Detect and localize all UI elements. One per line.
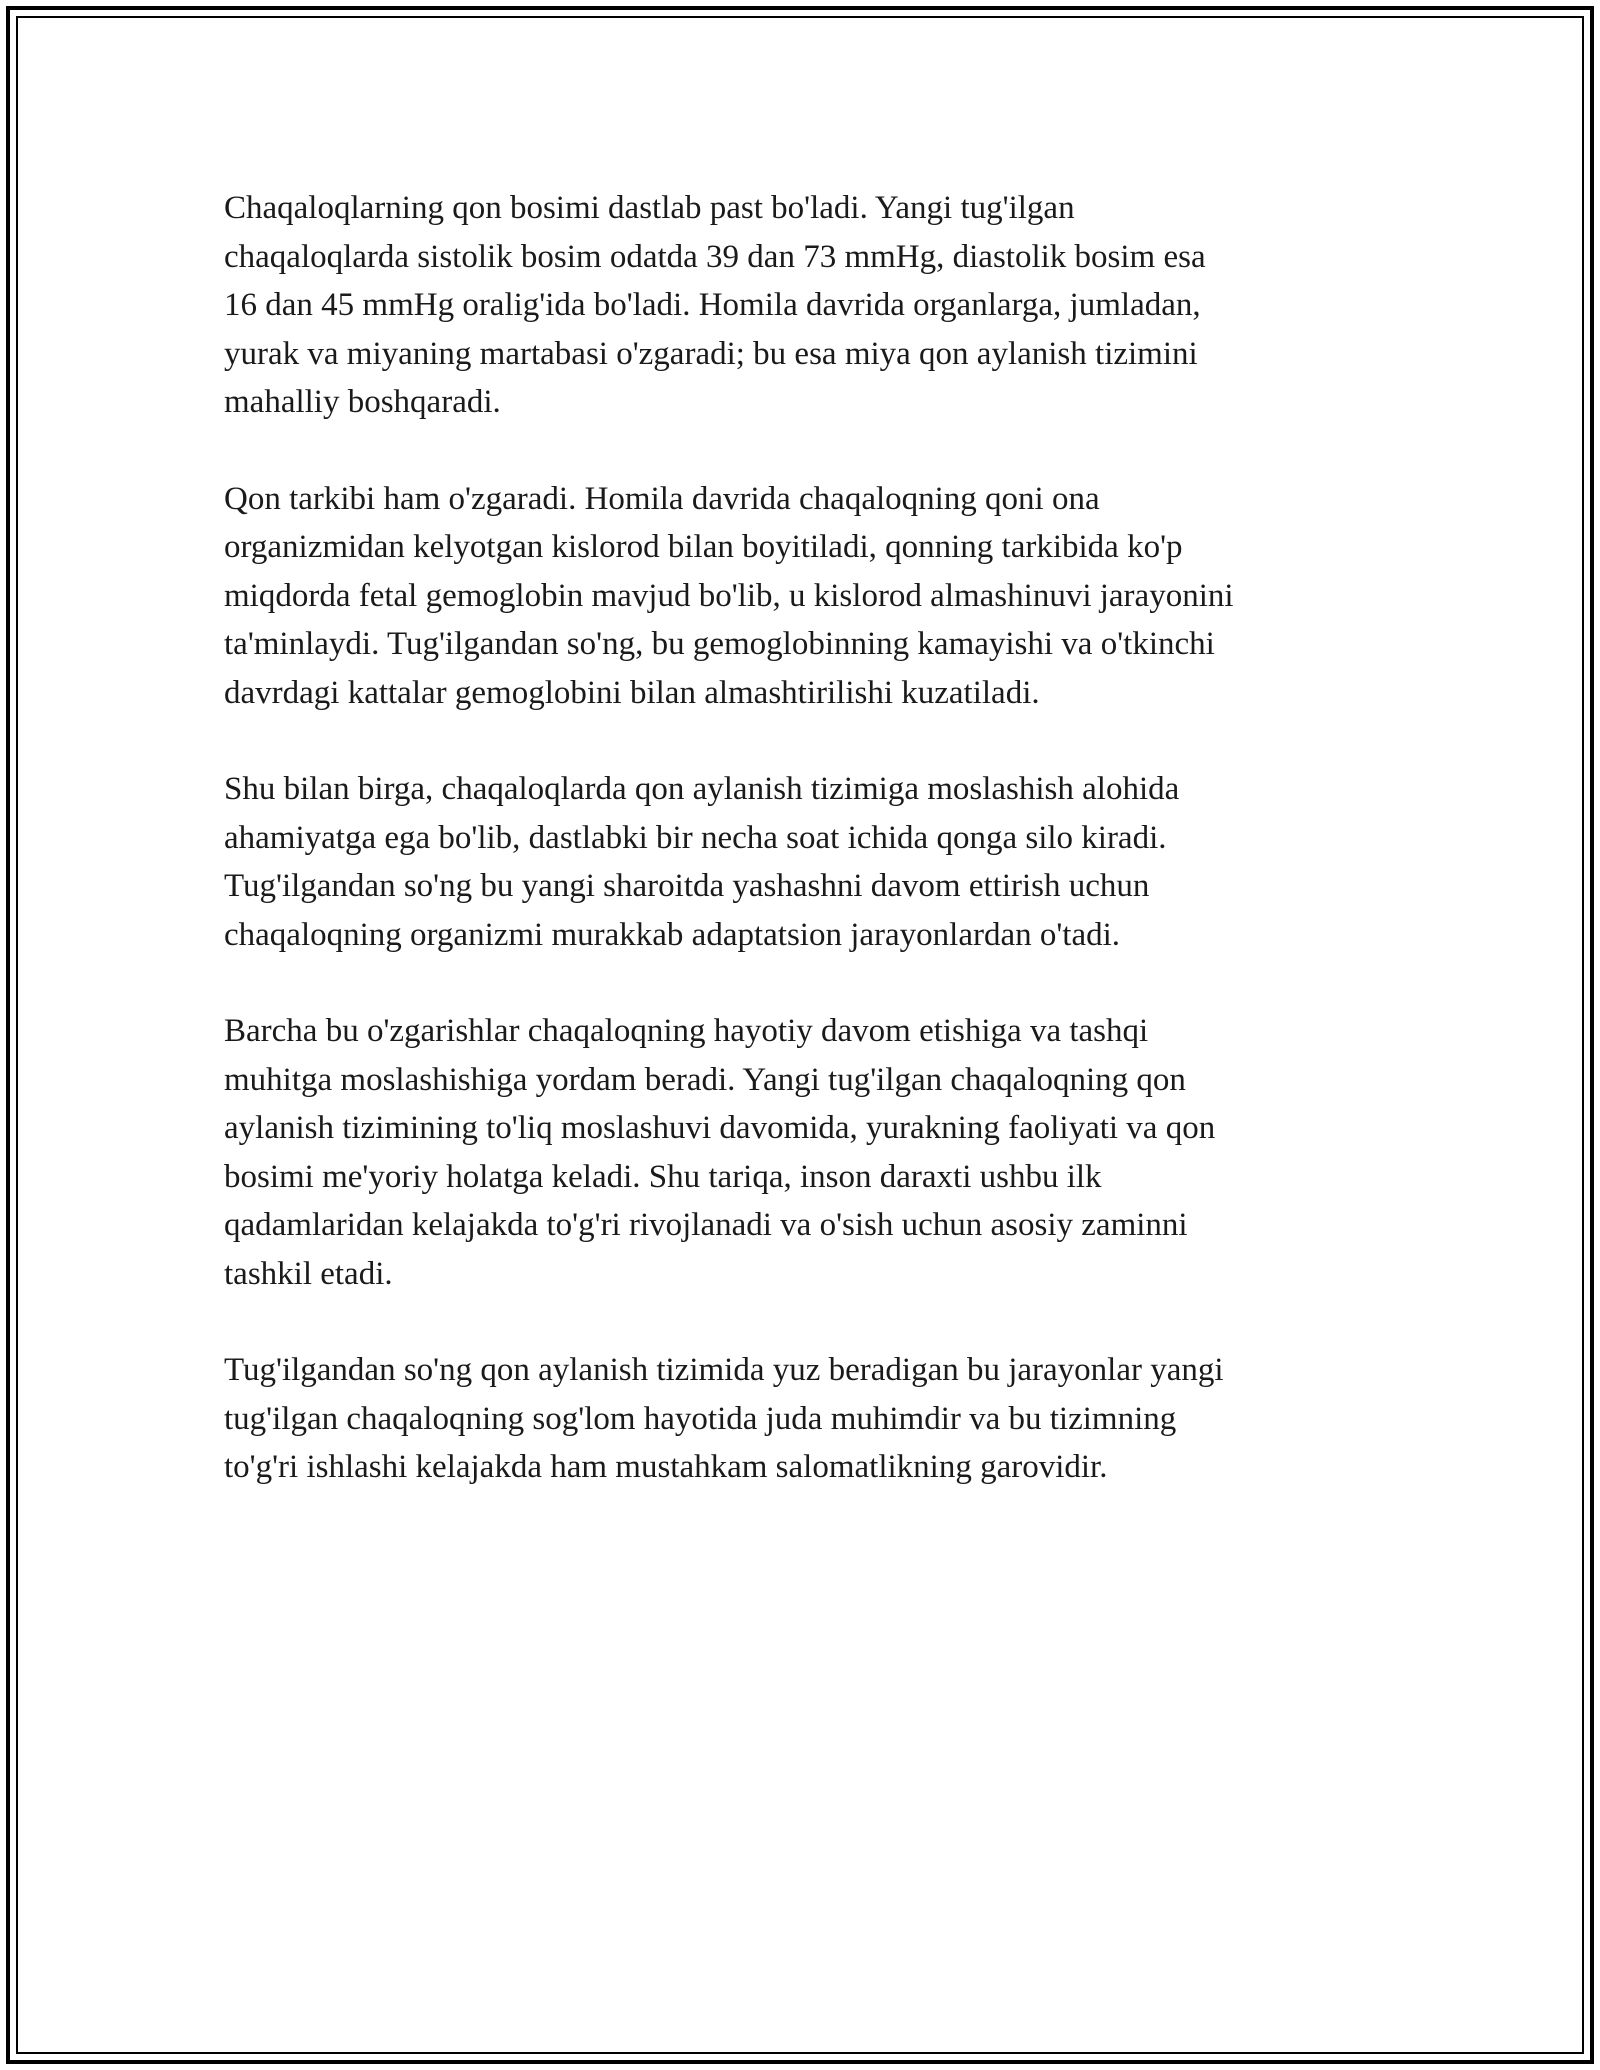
paragraph-line: ta'minlaydi. Tug'ilgandan so'ng, bu gemoglobinning kamayishi va o'tkinchi <box>224 626 1215 662</box>
paragraph-line: muhitga moslashishiga yordam beradi. Yangi tug'ilgan chaqaloqning qon <box>224 1061 1186 1098</box>
paragraph-2 <box>224 475 1374 718</box>
paragraph-3 <box>224 765 1374 959</box>
paragraph-line: yurak va miyaning martabasi o'zgaradi; bu esa miya qon aylanish tizimini <box>224 335 1198 372</box>
paragraph-line: Qon tarkibi ham o'zgaradi. Homila davrida chaqaloqning qoni ona <box>224 480 1100 517</box>
paragraph-line: miqdorda fetal gemoglobin mavjud bo'lib, u kislorod almashinuvi jarayonini <box>224 577 1234 614</box>
paragraph-line: bosimi me'yoriy holatga keladi. Shu tariqa, inson daraxti ushbu ilk <box>224 1158 1102 1195</box>
paragraph-line: chaqaloqlarda sistolik bosim odatda 39 dan 73 mmHg, diastolik bosim esa <box>224 238 1206 275</box>
paragraph-line: to'g'ri ishlashi kelajakda ham mustahkam salomatlikning garovidir. <box>224 1449 1108 1485</box>
paragraph-line: ahamiyatga ega bo'lib, dastlabki bir necha soat ichida qonga silo kiradi. <box>224 819 1167 856</box>
paragraph-line: Shu bilan birga, chaqaloqlarda qon aylanish tizimiga moslashish alohida <box>224 771 1180 807</box>
paragraph-line: mahalliy boshqaradi. <box>224 384 501 420</box>
paragraph-line: qadamlaridan kelajakda to'g'ri rivojlanadi va o'sish uchun asosiy zaminni <box>224 1207 1188 1243</box>
paragraph-line: tashkil etadi. <box>224 1255 393 1292</box>
paragraph-5 <box>224 1346 1374 1492</box>
paragraph-line: aylanish tizimining to'liq moslashuvi davomida, yurakning faoliyati va qon <box>224 1110 1216 1146</box>
paragraph-line: davrdagi kattalar gemoglobini bilan almashtirilishi kuzatiladi. <box>224 674 1040 711</box>
paragraph-line: Chaqaloqlarning qon bosimi dastlab past bo'ladi. Yangi tug'ilgan <box>224 190 1075 226</box>
paragraph-line: tug'ilgan chaqaloqning sog'lom hayotida juda muhimdir va bu tizimning <box>224 1400 1177 1437</box>
paragraph-line: organizmidan kelyotgan kislorod bilan boyitiladi, qonning tarkibida ko'p <box>224 529 1183 565</box>
paragraph-line: Tug'ilgandan so'ng bu yangi sharoitda yashashni davom ettirish uchun <box>224 868 1150 904</box>
paragraph-line: chaqaloqning organizmi murakkab adaptatsion jarayonlardan o'tadi. <box>224 916 1121 953</box>
document-body <box>224 184 1374 1492</box>
paragraph-line: Barcha bu o'zgarishlar chaqaloqning hayotiy davom etishiga va tashqi <box>224 1013 1149 1049</box>
paragraph-4 <box>224 1007 1374 1298</box>
paragraph-1 <box>224 184 1374 427</box>
paragraph-line: 16 dan 45 mmHg oralig'ida bo'ladi. Homila davrida organlarga, jumladan, <box>224 287 1201 323</box>
paragraph-line: Tug'ilgandan so'ng qon aylanish tizimida yuz beradigan bu jarayonlar yangi <box>224 1352 1224 1388</box>
